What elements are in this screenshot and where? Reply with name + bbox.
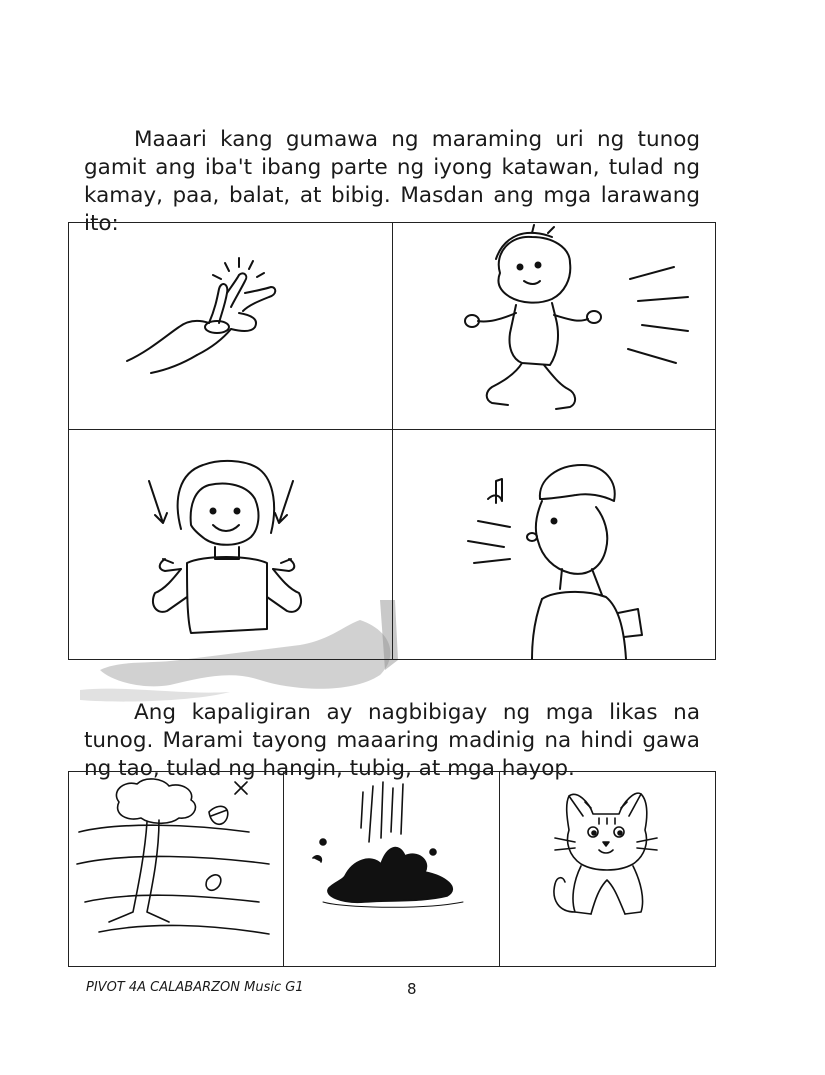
water-splash-image [283, 772, 499, 966]
body-sounds-grid [68, 222, 716, 660]
intro-paragraph: Maaari kang gumawa ng maraming uri ng tunog gamit ang iba't ibang parte ng iyong katawan, tulad ng kamay, paa, balat, at bibig. Masdan ang mga larawang ito: [84, 126, 700, 236]
wind-tree-image [69, 772, 283, 966]
nature-sounds-grid [68, 771, 716, 967]
page-number: 8 [407, 980, 417, 998]
environment-paragraph: Ang kapaligiran ay nagbibigay ng mga likas na tunog. Marami tayong maaaring madinig na hindi gawa ng tao, tulad ng hangin, tubig, at mga hayop. [84, 699, 700, 781]
footer-module-label: PIVOT 4A CALABARZON Music G1 [86, 980, 304, 995]
snapping-fingers-image [69, 223, 392, 429]
boy-whistling-image [392, 429, 717, 661]
running-boy-image [392, 223, 717, 429]
girl-pointing-ears-image [69, 429, 392, 661]
kitten-image [499, 772, 715, 966]
